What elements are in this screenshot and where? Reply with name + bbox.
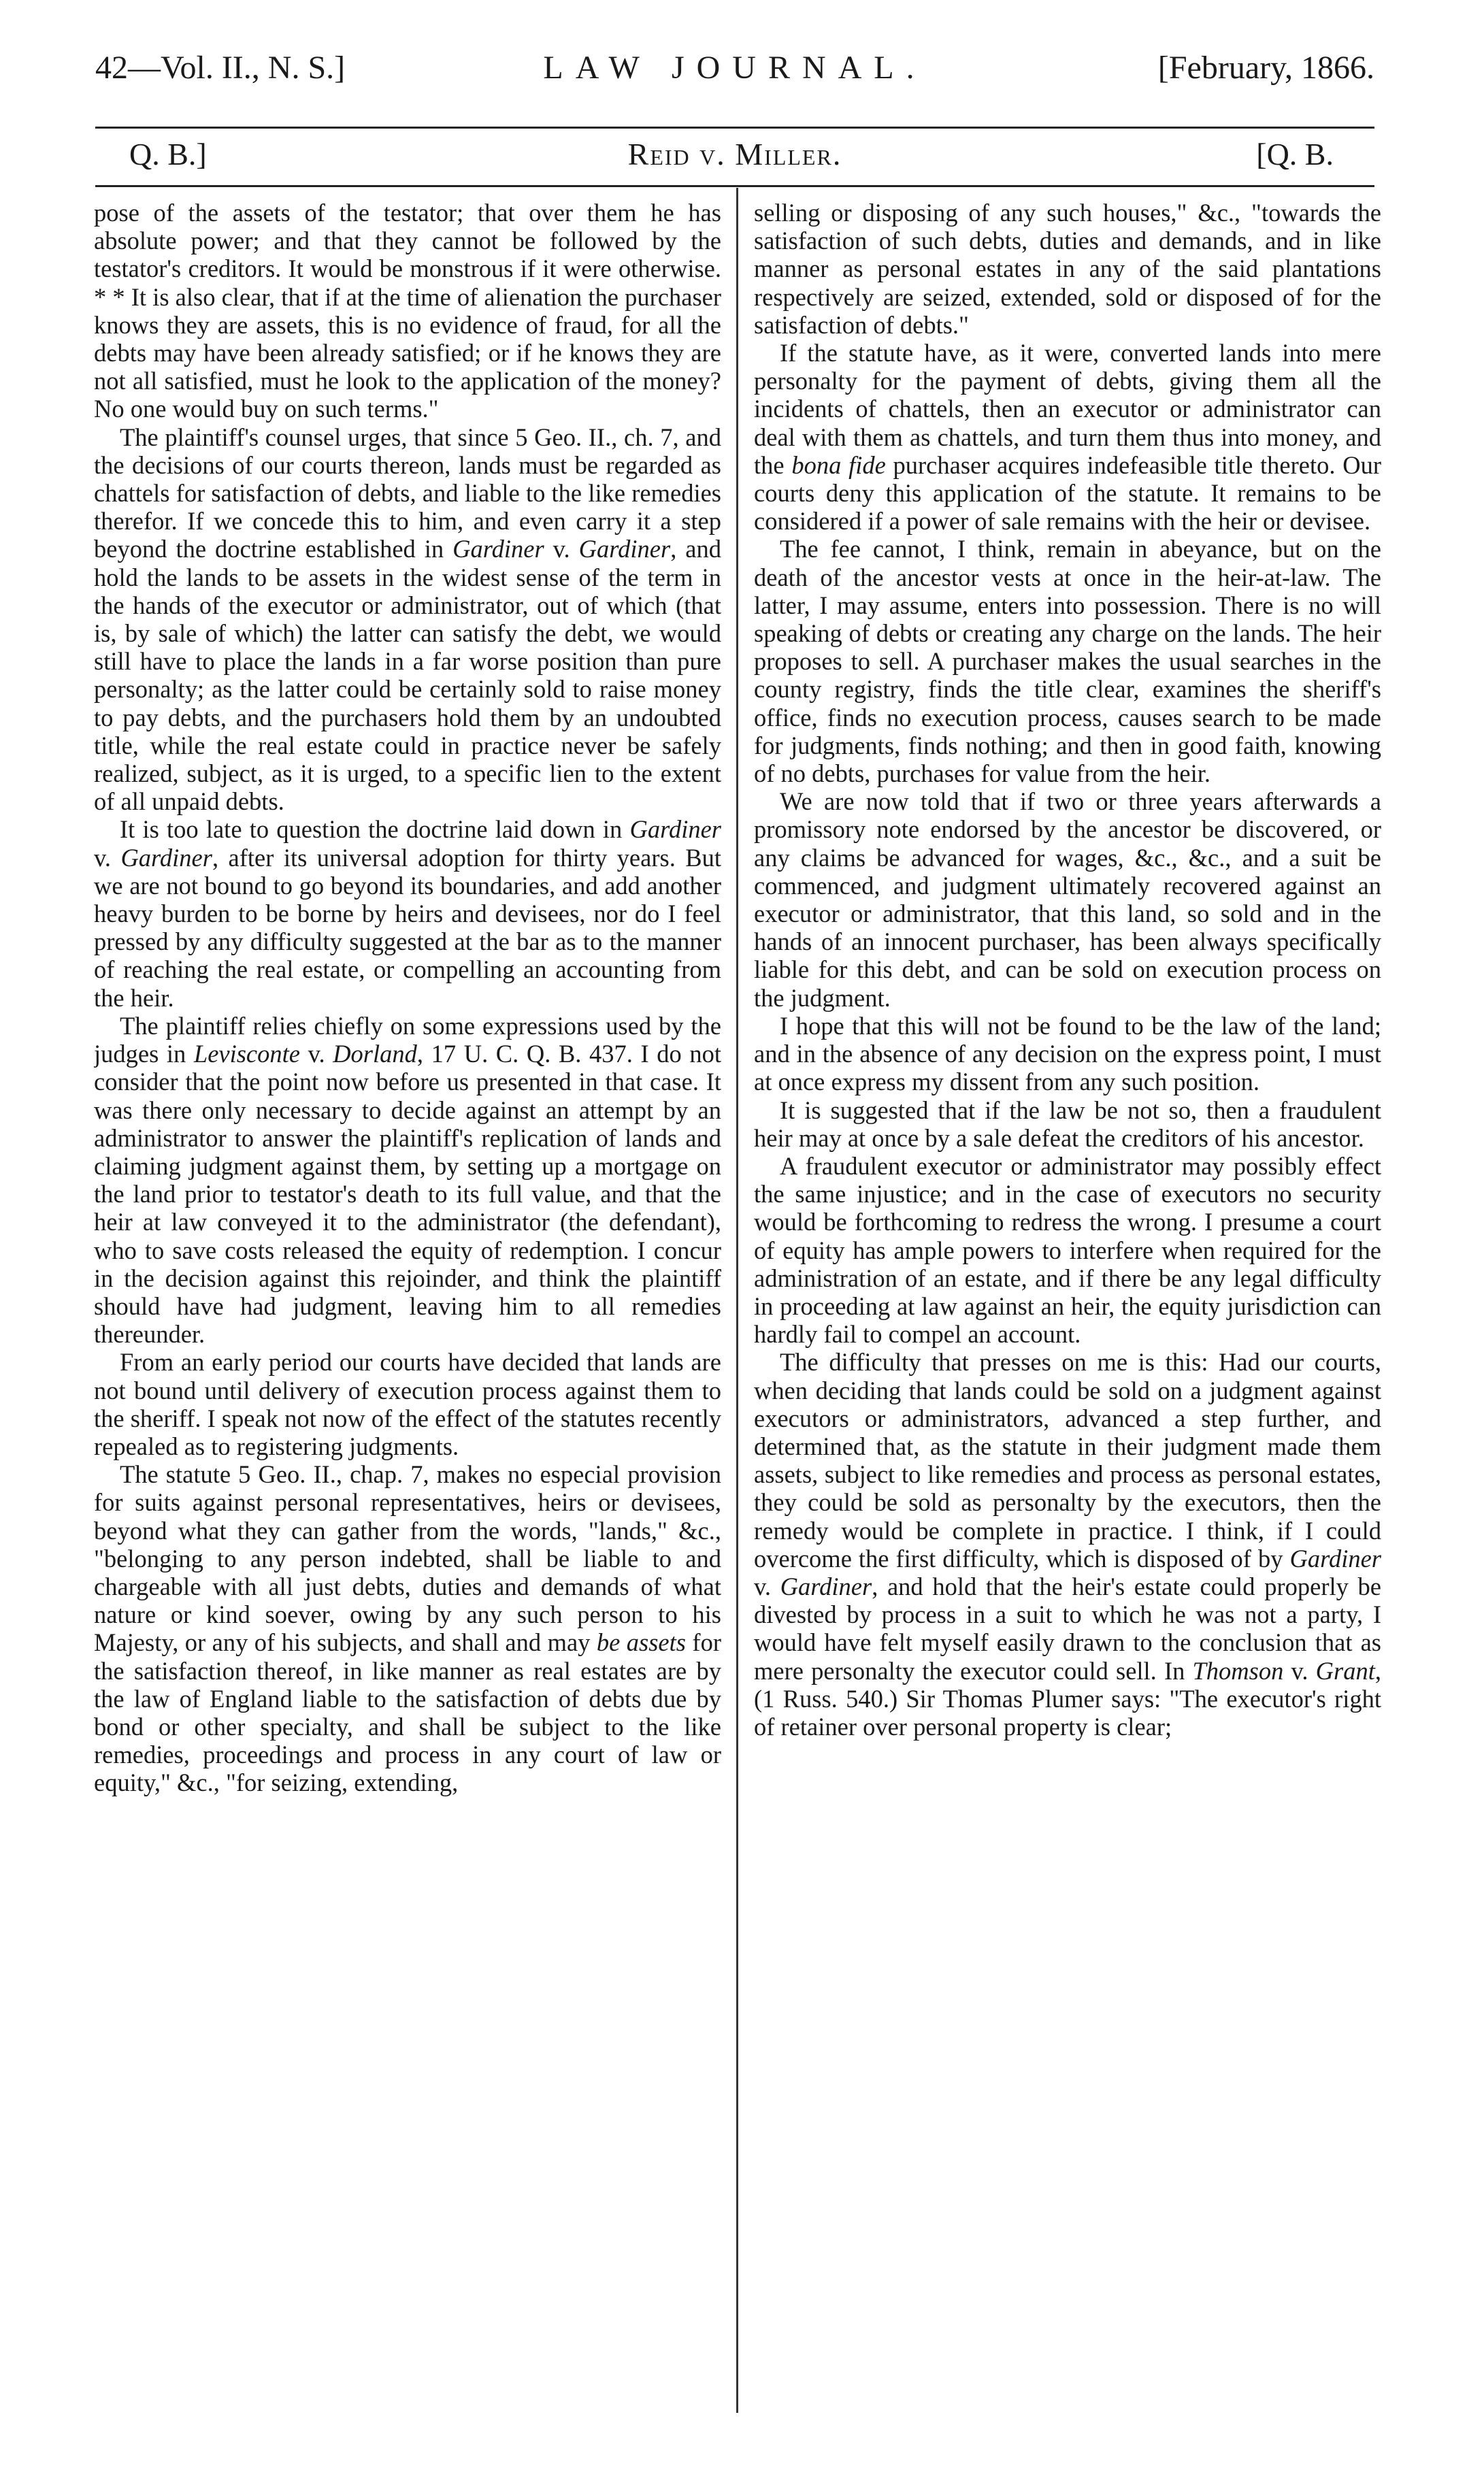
case-title: Reid v. Miller. — [627, 137, 842, 171]
text-run: v. — [754, 1572, 780, 1600]
text-run: The plaintiff's counsel urges, that since 5 Geo. II., ch. 7, and the decisions of our courts thereon, lands must be regarded as chattels for satisfaction of debts, and liable to the like remedies therefor. If we concede this to him, and even carry it a step beyond the doctrine established in — [94, 423, 721, 563]
paragraph — [94, 1012, 721, 1348]
text-run: The difficulty that presses on me is this: Had our courts, when deciding that lands could be sold on a judgment against executors or administrators, advanced a step further, and determined that, as the statute in their judgment made them assets, subject to like remedies and process as personal estates, they could be sold as personalty by the executors, then the remedy would be complete in practice. I think, if I could overcome the first difficulty, which is disposed of by — [754, 1348, 1381, 1573]
italic-text: Grant — [1315, 1656, 1375, 1685]
paragraph — [754, 1012, 1381, 1096]
text-run: The fee cannot, I think, remain in abeyance, but on the death of the ancestor vests at once in the heir-at-law. The latter, I may assume, enters into possession. There is no will speaking of debts or creating any charge on the lands. The heir proposes to sell. A purchaser makes the usual searches in the county registry, finds the title clear, examines the sheriff's office, finds no execution process, causes search to be made for judgments, finds nothing; and then in good faith, knowing of no debts, purchases for value from the heir. — [754, 535, 1381, 788]
paragraph — [754, 199, 1381, 339]
header-date: [February, 1866. — [1157, 50, 1374, 86]
text-run: purchaser acquires indefeasible title thereto. Our courts deny this application of the statute. It remains to be considered if a power of sale remains with the heir or devisee. — [754, 450, 1381, 536]
paragraph — [754, 1152, 1381, 1348]
italic-text: Gardiner — [120, 843, 212, 872]
text-run: , (1 Russ. 540.) Sir Thomas Plumer says: "The executor's right of retainer over personal property is clear; — [754, 1656, 1381, 1741]
text-run: , and hold the lands to be assets in the widest sense of the term in the hands of the executor or administrator, out of which (that is, by sale of which) the latter can satisfy the debt, we would still have to place the lands in a far worse position than pure personalty; as the latter could be certainly sold to raise money to pay debts, and the purchasers hold them by an undoubted title, while the real estate could in practice never be safely realized, subject, as it is urged, to a specific lien to the extent of all unpaid debts. — [94, 535, 721, 816]
text-run: The statute 5 Geo. II., chap. 7, makes no especial provision for suits against personal representatives, heirs or devisees, beyond what they can gather from the words, "lands," &c., "belonging to any person indebted, shall be liable to and chargeable with all just debts, duties and demands of what nature or kind soever, owing by any such person to his Majesty, or any of his subjects, and shall and may — [94, 1460, 721, 1657]
text-run: It is too late to question the doctrine laid down in — [120, 815, 630, 844]
text-run: I hope that this will not be found to be the law of the land; and in the absence of any decision on the express point, I must at once express my dissent from any such position. — [754, 1011, 1381, 1096]
right-column — [754, 199, 1381, 2424]
text-run: If the statute have, as it were, converted lands into mere personalty for the payment of debts, giving them all the incidents of chattels, then an executor or administrator can deal with them as chattels, and turn them thus into money, and the — [754, 339, 1381, 479]
left-column — [94, 199, 721, 2424]
text-run: The plaintiff relies chiefly on some expressions used by the judges in — [94, 1011, 721, 1068]
text-run: v. — [1283, 1656, 1316, 1685]
paragraph — [94, 815, 721, 1011]
text-run: , after its universal adoption for thirty years. But we are not bound to go beyond its boundaries, and add another heavy burden to be borne by heirs and devisees, nor do I feel pressed by any difficulty suggested at the bar as to the manner of reaching the real estate, or compelling an accounting from the heir. — [94, 843, 721, 1012]
paragraph — [754, 339, 1381, 535]
text-run: pose of the assets of the testator; that over them he has absolute power; and that they cannot be followed by the testator's creditors. It would be monstrous if it were otherwise. * * It is also clear, that if at the time of alienation the purchaser knows they are assets, this is no evidence of fraud, for all the debts may have been already satisfied; or if he knows they are not all satisfied, must he look to the application of the money? No one would buy on such terms." — [94, 199, 721, 423]
header-journal-title: LAW JOURNAL. — [543, 50, 927, 86]
header-volume: 42—Vol. II., N. S.] — [95, 50, 346, 86]
text-run: We are now told that if two or three years afterwards a promissory note endorsed by the ancestor be discovered, or any claims be advanced for wages, &c., &c., and a suit be commenced, and judgment ultimately recovered against an executor or administrator, that this land, so sold and in the hands of an innocent purchaser, has been always specifically liable for this debt, and can be sold on execution process on the judgment. — [754, 787, 1381, 1012]
italic-text: Levisconte — [193, 1040, 300, 1068]
italic-text: Thomson — [1192, 1656, 1284, 1685]
case-header-rule — [95, 185, 1374, 187]
text-run: , 17 U. C. Q. B. 437. I do not consider that the point now before us presented in that case. It was there only necessary to decide against an attempt by an administrator to answer the plaintiff's replication of lands and claiming judgment against them, by setting up a mortgage on the land prior to testator's death to its full value, and that the heir at law conveyed it to the administrator (the defendant), who to save costs released the equity of redemption. I concur in the decision against this rejoinder, and think the plaintiff should have had judgment, leaving him to all remedies thereunder. — [94, 1040, 721, 1349]
text-run: It is suggested that if the law be not so, then a fraudulent heir may at once by a sale defeat the creditors of his ancestor. — [754, 1096, 1381, 1152]
italic-text: be assets — [596, 1628, 686, 1657]
text-run: A fraudulent executor or administrator may possibly effect the same injustice; and in the case of executors no security would be forthcoming to redress the wrong. I presume a court of equity has ample powers to interfere when required for the administration of an estate, and if there be any legal difficulty in proceeding at law against an heir, the equity jurisdiction can hardly fail to compel an account. — [754, 1151, 1381, 1349]
italic-text: Gardiner — [629, 815, 721, 844]
paragraph — [754, 1348, 1381, 1741]
court-left: Q. B.] — [129, 137, 207, 171]
text-run: for the satisfaction thereof, in like manner as real estates are by the law of England liable to the satisfaction of debts due by bond or other specialty, and shall be subject to the like remedies, proceedings and process in any court of law or equity," &c., "for seizing, extending, — [94, 1628, 721, 1797]
court-right: [Q. B. — [1256, 137, 1334, 171]
italic-text: Gardiner — [578, 535, 671, 563]
paragraph — [94, 423, 721, 816]
text-run: selling or disposing of any such houses," &c., "towards the satisfaction of such debts, duties and demands, and in like manner as personal estates in any of the said plantations respectively are seized, extended, sold or disposed of for the satisfaction of debts." — [754, 199, 1381, 339]
column-divider — [736, 188, 738, 2413]
paragraph — [754, 787, 1381, 1012]
paragraph — [94, 1460, 721, 1796]
italic-text: Gardiner — [452, 535, 544, 563]
italic-text: Gardiner — [780, 1572, 872, 1600]
paragraph — [754, 1096, 1381, 1152]
text-run: v. — [544, 535, 579, 563]
case-header — [95, 136, 1374, 180]
italic-text: Dorland — [333, 1040, 417, 1068]
text-run: v. — [94, 843, 121, 872]
text-run: , and hold that the heir's estate could properly be divested by process in a suit to which he was not a party, I would have felt myself easily drawn to the conclusion that as mere personalty the executor could sell. In — [754, 1572, 1381, 1685]
italic-text: bona fide — [791, 450, 886, 479]
paragraph — [754, 535, 1381, 787]
italic-text: Gardiner — [1289, 1544, 1381, 1573]
paragraph — [94, 1348, 721, 1460]
text-run: v. — [299, 1040, 333, 1068]
paragraph — [94, 199, 721, 423]
text-run: From an early period our courts have decided that lands are not bound until delivery of execution process against them to the sheriff. I speak not now of the effect of the statutes recently repealed as to registering judgments. — [94, 1348, 721, 1460]
running-header — [95, 49, 1374, 99]
header-rule — [95, 127, 1374, 129]
